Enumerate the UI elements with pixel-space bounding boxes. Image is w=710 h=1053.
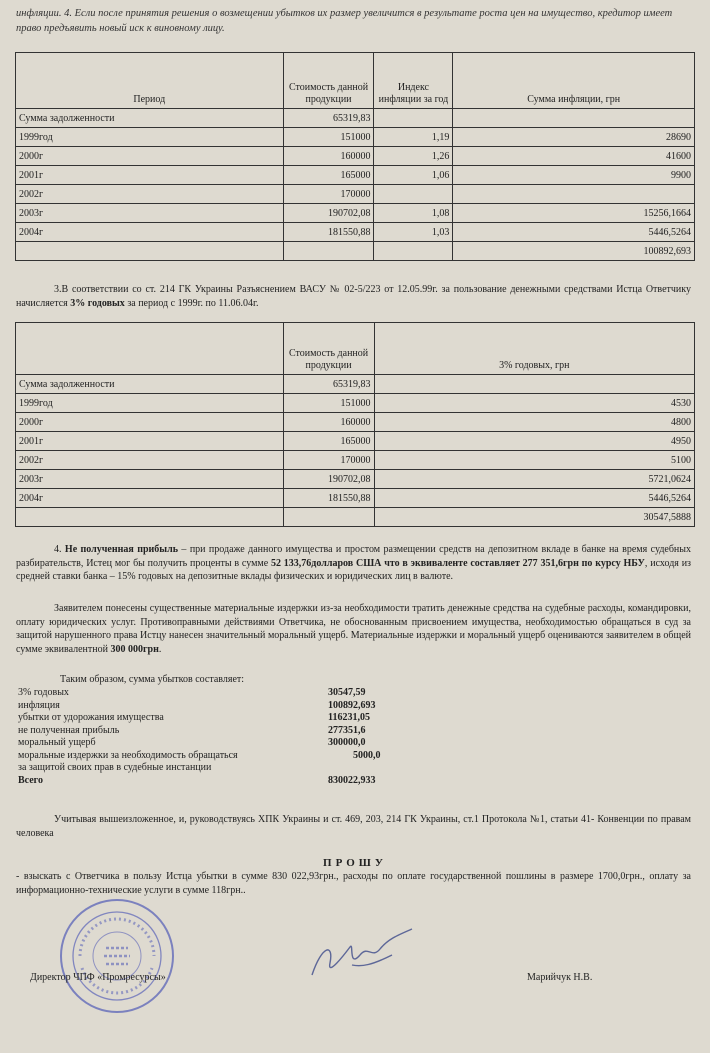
inflation-table: [15, 52, 695, 261]
summary-total-label: Всего: [18, 774, 43, 786]
cell-cost: 151000: [283, 394, 374, 413]
intro-line: инфляции. 4. Если после принятия решения о возмещении убытков их размер увеличится в результате роста цен на имущество, кредитор имеет право предъявить новый иск к виновному лицу.: [16, 8, 673, 34]
paragraph-5: [16, 602, 691, 656]
closing-paragraph: Учитывая вышеизложенное, и, руководствуясь ХПК Украины и ст. 469, 203, 214 ГК Украины, ст.1 Протокола №1, статьи 41- Конвенции по правам человека: [16, 814, 691, 839]
empty-cell: [283, 242, 374, 261]
cell-cost: 190702,08: [283, 204, 374, 223]
cell-period: Сумма задолженности: [16, 375, 284, 394]
cell-cost: 165000: [283, 432, 374, 451]
summary-value: 30547,59: [328, 687, 366, 698]
signer-name: Марийчук Н.В.: [527, 972, 593, 983]
para4-num: 4.: [54, 544, 62, 555]
cell-annual: 5446,5264: [374, 489, 694, 508]
cell-cost: 165000: [283, 166, 374, 185]
cell-index: 1,08: [374, 204, 453, 223]
cell-period: 1999год: [16, 128, 284, 147]
cell-cost: 151000: [283, 128, 374, 147]
summary-label: за защитой своих прав в судебные инстанции: [18, 762, 212, 773]
cell-sum: [453, 185, 695, 204]
para4-text: – при продаже данного имущества и простом размещении средств на депозитном вкладе в банке на время судебных разбирательств, Истец мог бы получить проценты в сумме: [16, 544, 692, 569]
cell-annual: 4950: [374, 432, 694, 451]
header-cost: Стоимость данной продукции: [283, 323, 374, 375]
cell-index: 1,19: [374, 128, 453, 147]
table-row: [16, 451, 695, 470]
cell-annual: 5100: [374, 451, 694, 470]
summary-total-value: 830022,933: [328, 774, 376, 786]
summary-label: моральный ущерб: [18, 737, 96, 748]
para5-bold: 300 000грн: [110, 643, 159, 655]
table-row: [16, 109, 695, 128]
table-total-row: [16, 242, 695, 261]
summary-value: 277351,6: [328, 724, 366, 736]
empty-cell: [374, 242, 453, 261]
cell-annual: 4800: [374, 413, 694, 432]
cell-cost: 160000: [283, 147, 374, 166]
cell-period: 2003г: [16, 470, 284, 489]
cell-period: 2001г: [16, 432, 284, 451]
table-row: [16, 147, 695, 166]
cell-index: [374, 109, 453, 128]
cell-cost: 190702,08: [283, 470, 374, 489]
cell-period: 2002г: [16, 451, 284, 470]
cell-sum: 41600: [453, 147, 695, 166]
table-row: [16, 128, 695, 147]
cell-sum: 28690: [453, 128, 695, 147]
empty-cell: [16, 242, 284, 261]
table-row: [16, 185, 695, 204]
cell-period: 1999год: [16, 394, 284, 413]
table-row: [16, 223, 695, 242]
paragraph-4: [16, 543, 691, 584]
table-row: [16, 375, 695, 394]
para5-text: Заявителем понесены существенные материальные издержки из-за необходимости тратить денежные средства на судебные расходы, командировки, оплату юридических услуг. Противоправными действиями Ответчика, не обоснованным присвоением имущества, необходимостью обращаться в суд за защитой нарушенного права Истцу нанесен значительный моральный ущерб. Материальные издержки и моральный ущерб оцениваются заявителем в общей сумме эквивалентной: [16, 603, 691, 655]
request-text: - взыскать с Ответчика в пользу Истца убытки в сумме 830 022,93грн., расходы по оплате государственной пошлины в размере 1700,0грн., оплату за информационно-технические услуги в сумме 118грн..: [16, 871, 691, 896]
header-annual: 3% годовых, грн: [374, 323, 694, 375]
cell-sum: 15256,1664: [453, 204, 695, 223]
header-period: Период: [16, 53, 284, 109]
para3-bold: 3% годовых: [70, 297, 125, 309]
para3-tail: за период с 1999г. по 11.06.04г.: [127, 297, 259, 309]
signature-icon: [302, 925, 422, 985]
cell-cost: 170000: [283, 451, 374, 470]
header-inflation-sum: Сумма инфляции, грн: [453, 53, 695, 109]
header-cost: Стоимость данной продукции: [283, 53, 374, 109]
cell-period: 2001г: [16, 166, 284, 185]
table-total-row: [16, 508, 695, 527]
summary-value: 5000,0: [353, 749, 381, 761]
inflation-total: 100892,693: [453, 242, 695, 261]
cell-index: 1,26: [374, 147, 453, 166]
para4-bold-amount: 52 133,76долларов США что в эквиваленте составляет 277 351,6грн по курсу НБУ: [271, 557, 645, 569]
summary-label: убытки от удорожания имущества: [18, 712, 164, 723]
table-row: [16, 470, 695, 489]
cell-period: 2000г: [16, 147, 284, 166]
stamp-icon: [58, 896, 176, 1016]
header-blank: [16, 323, 284, 375]
cell-cost: 65319,83: [283, 109, 374, 128]
cell-index: 1,03: [374, 223, 453, 242]
cell-sum: 5446,5264: [453, 223, 695, 242]
table-row: [16, 489, 695, 508]
para5-tail: .: [158, 643, 162, 655]
para3-text: 3.В соответствии со ст. 214 ГК Украины Разъяснением ВАСУ № 02-5/223 от 12.05.99г. за пользование денежными средствами Истца Ответчику начисляется: [16, 284, 691, 309]
empty-cell: [16, 508, 284, 527]
summary-value: 100892,693: [328, 699, 376, 711]
table-row: [16, 204, 695, 223]
cell-index: 1,06: [374, 166, 453, 185]
cell-sum: 9900: [453, 166, 695, 185]
para4-tail: , исходя из средней ставки банка – 15% годовых на депозитные вклады физических и юридических лиц в валюте.: [16, 557, 691, 582]
cell-index: [374, 185, 453, 204]
handwritten-signature: [302, 925, 422, 990]
summary-value: 300000,0: [328, 737, 366, 748]
table-row: [16, 413, 695, 432]
para4-bold-head: Не полученная прибыль: [64, 544, 178, 555]
table-header-row: [16, 53, 695, 109]
company-stamp: [58, 896, 176, 1021]
cell-cost: 170000: [283, 185, 374, 204]
summary-label: моральные издержки за необходимость обращаться: [18, 749, 238, 761]
summary-value: 116231,05: [328, 712, 370, 723]
table-header-row: [16, 323, 695, 375]
cell-cost: 181550,88: [283, 223, 374, 242]
cell-period: 2004г: [16, 223, 284, 242]
cell-period: 2004г: [16, 489, 284, 508]
summary-label: 3% годовых: [18, 687, 69, 698]
cell-period: 2000г: [16, 413, 284, 432]
empty-cell: [283, 508, 374, 527]
annual-total: 30547,5888: [374, 508, 694, 527]
paragraph-3: [16, 283, 691, 310]
cell-cost: 65319,83: [283, 375, 374, 394]
cell-annual: 4530: [374, 394, 694, 413]
cell-annual: 5721,0624: [374, 470, 694, 489]
header-index: Индекс инфляции за год: [374, 53, 453, 109]
signer-position: Директор ЧПФ «Промресурсы»: [30, 972, 166, 983]
cell-sum: [453, 109, 695, 128]
summary-label: не полученная прибыль: [18, 724, 120, 736]
annual-interest-table: [15, 322, 695, 527]
cell-annual: [374, 375, 694, 394]
cell-period: 2003г: [16, 204, 284, 223]
summary-label: инфляция: [18, 699, 60, 711]
table-row: [16, 394, 695, 413]
cell-cost: 160000: [283, 413, 374, 432]
summary-intro: Таким образом, сумма убытков составляет:: [60, 674, 245, 685]
cell-cost: 181550,88: [283, 489, 374, 508]
table-row: [16, 166, 695, 185]
table-row: [16, 432, 695, 451]
cell-period: 2002г: [16, 185, 284, 204]
cell-period: Сумма задолженности: [16, 109, 284, 128]
request-title: ПРОШУ: [323, 857, 387, 869]
